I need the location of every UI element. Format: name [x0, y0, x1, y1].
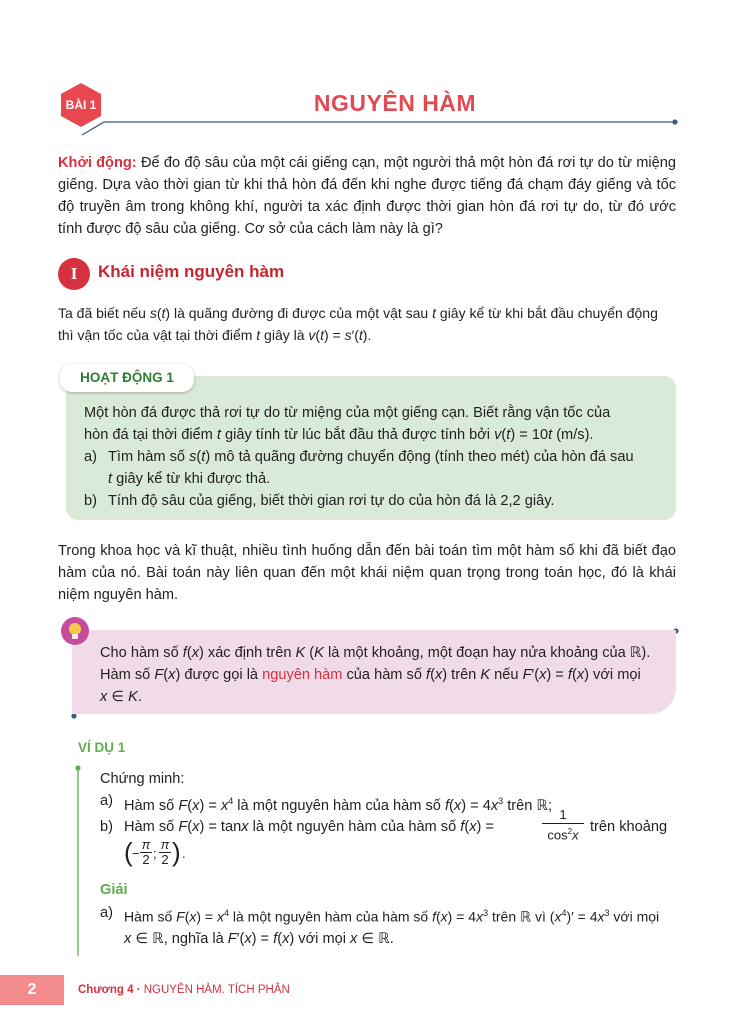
activity-item-b: b) Tính độ sâu của giếng, biết thời gian rơi tự do của hòn đá là 2,2 giây.: [84, 493, 555, 509]
definition-line-2: Hàm số F(x) được gọi là nguyên hàm của hàm số f(x) trên K nếu F′(x) = f(x) với mọi: [100, 667, 641, 683]
definition-term: nguyên hàm: [262, 667, 343, 683]
example-fraction: 1 $\cos^2x$: [542, 807, 584, 843]
activity-lead-line-1: Một hòn đá được thả rơi tự do từ miệng của một giếng cạn. Biết rằng vận tốc của: [84, 405, 611, 421]
activity-lead: [84, 402, 660, 446]
solution-line-1: Hàm số $F(x) = x^4$ là một nguyên hàm của hàm số $f(x) = 4x^3$ trên ℝ vì $(x^4)' = 4x^3$ với mọi: [124, 908, 660, 925]
example-rule: [70, 760, 90, 960]
solution-line-2: x ∈ ℝ, nghĩa là F′(x) = f(x) với mọi x ∈ ℝ.: [124, 930, 394, 947]
activity-item-a-line-2: t giây kể từ khi được thả.: [108, 471, 271, 487]
lesson-title: NGUYÊN HÀM: [313, 90, 477, 116]
lesson-badge: [58, 82, 104, 128]
velocity-paragraph: [58, 302, 676, 346]
example-item-a: a) Hàm số $F(x) = x^4$ là một nguyên hàm của hàm số $f(x) = 4x^3$ trên ℝ;: [100, 793, 553, 814]
intro-label: Khởi động:: [58, 155, 137, 171]
activity-tab: HOẠT ĐỘNG 1: [60, 364, 194, 392]
intro-text: Để đo độ sâu của một cái giếng cạn, một người thả một hòn đá rơi tự do từ miệng giếng. Dựa vào thời gian từ khi thả hòn đá đến khi nghe được tiếng đá chạm đáy giếng và tốc độ truyền âm trong không khí, người ta xác định được thời gian hòn đá rơi tự do, từ đó ước tính được độ sâu của giếng. Cơ sở của cách làm này là gì?: [58, 155, 676, 237]
definition-line-1: Cho hàm số f(x) xác định trên K (K là một khoảng, một đoạn hay nửa khoảng của ℝ).: [100, 645, 651, 661]
definition-text: [100, 642, 662, 708]
example-prove: Chứng minh:: [100, 771, 185, 787]
lightbulb-icon: [60, 616, 90, 646]
section-number: I: [58, 258, 90, 290]
example-item-b: b) Hàm số F(x) = tanx là một nguyên hàm của hàm số f(x) = 1 $\cos^2x$ trên khoảng: [100, 807, 668, 843]
intro-paragraph: [58, 152, 676, 240]
lesson-badge-label: BÀI 1: [65, 98, 97, 112]
header-rule: [0, 0, 735, 140]
section-title: Khái niệm nguyên hàm: [98, 262, 285, 281]
activity-item-a: a) Tìm hàm số s(t) mô tả quãng đường chuyển động (tính theo mét) của hòn đá sau t giây kể từ khi được thả.: [84, 446, 664, 490]
definition-line-3: x ∈ K.: [100, 689, 142, 705]
page-number: 2: [0, 975, 64, 1005]
solution-title: Giải: [100, 882, 128, 898]
motivation-paragraph: Trong khoa học và kĩ thuật, nhiều tình huống dẫn đến bài toán tìm một hàm số khi đã biết đạo hàm của nó. Bài toán này liên quan đến một khái niệm quan trọng trong toán học, đó là khái niệm nguyên hàm.: [58, 543, 676, 603]
example-title: VÍ DỤ 1: [78, 740, 126, 755]
velocity-line-1: Ta đã biết nếu s(t) là quãng đường đi được của một vật sau t giây kể từ khi bắt đầu chuyển động: [58, 305, 658, 321]
chapter-label: Chương 4 · NGUYÊN HÀM. TÍCH PHÂN: [78, 984, 290, 996]
velocity-line-2: thì vận tốc của vật tại thời điểm t giây là v(t) = s′(t).: [58, 327, 372, 343]
activity-lead-line-2: hòn đá tại thời điểm t giây tính từ lúc bắt đầu thả được tính bởi v(t) = 10t (m/s).: [84, 427, 594, 443]
activity-item-a-line-1: Tìm hàm số s(t) mô tả quãng đường chuyển động (tính theo mét) của hòn đá sau: [108, 449, 634, 465]
solution-item-a: a) Hàm số $F(x) = x^4$ là một nguyên hàm của hàm số $f(x) = 4x^3$ trên ℝ vì $(x^4)' = 4x^3$ với mọi x ∈ ℝ, nghĩa là F′(x) = f(x) với mọi x ∈ ℝ.: [100, 902, 676, 950]
